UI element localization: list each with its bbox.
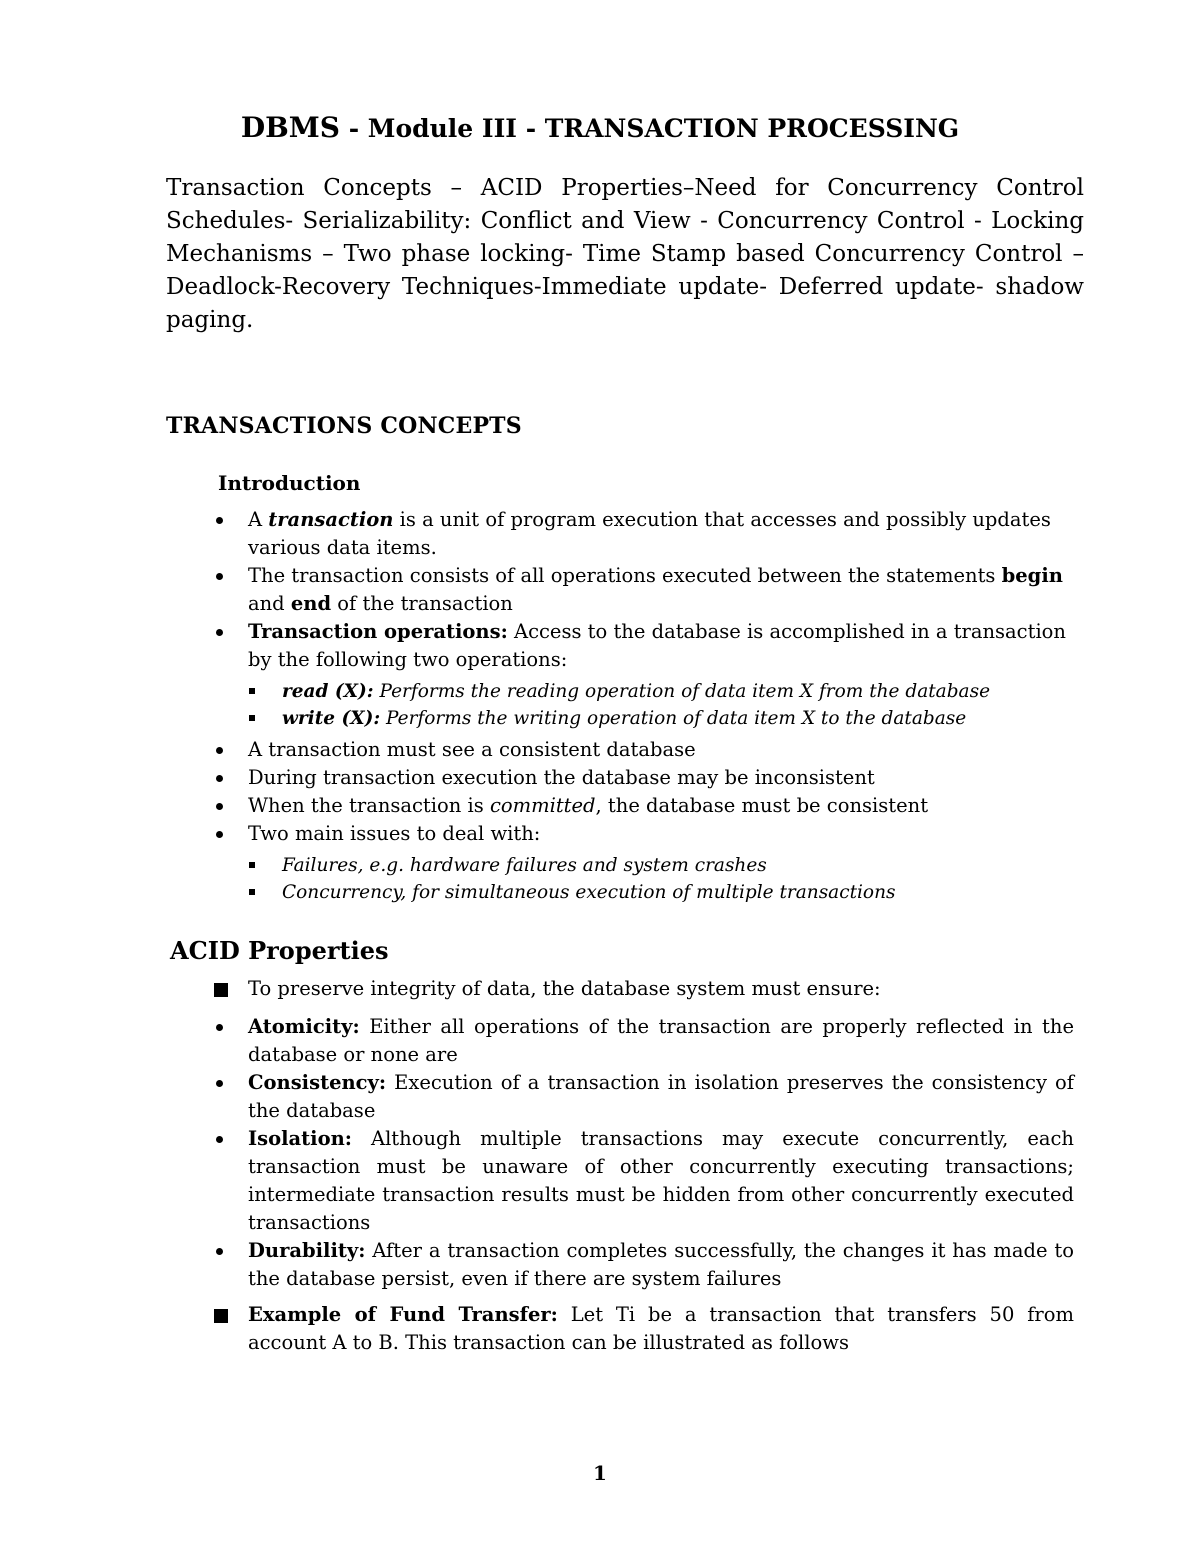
acid-list xyxy=(212,975,1074,1357)
introduction-list xyxy=(212,506,1092,910)
sublist-item: Failures, e.g. hardware failures and system crashes xyxy=(212,852,1092,879)
operations-sublist xyxy=(212,678,1092,732)
list-item: Isolation: Although multiple transactions may execute concurrently, each transaction must be unaware of other concurrently executing transactions; intermediate transaction results must be hidden from other concurrently executed transactions xyxy=(212,1125,1074,1237)
label-transaction-operations: Transaction operations: xyxy=(248,620,508,643)
sublist-container xyxy=(212,852,1092,906)
sublist-container xyxy=(212,678,1092,732)
list-item: Two main issues to deal with: xyxy=(212,820,1092,848)
page-number: 1 xyxy=(593,1461,607,1485)
issues-sublist xyxy=(212,852,1092,906)
subheading-introduction: Introduction xyxy=(218,471,361,495)
list-item: Atomicity: Either all operations of the transaction are properly reflected in the database or none are xyxy=(212,1013,1074,1069)
list-item: Durability: After a transaction completes successfully, the changes it has made to the database persist, even if there are system failures xyxy=(212,1237,1074,1293)
term-committed: committed xyxy=(489,794,596,817)
label-atomicity: Atomicity: xyxy=(248,1015,360,1038)
list-item: Consistency: Execution of a transaction in isolation preserves the consistency of the database xyxy=(212,1069,1074,1125)
list-item: When the transaction is committed, the database must be consistent xyxy=(212,792,1092,820)
keyword-end: end xyxy=(290,592,332,615)
sublist-item: read (X): Performs the reading operation of data item X from the database xyxy=(212,678,1092,705)
list-item: Example of Fund Transfer: Let Ti be a transaction that transfers 50 from account A to B. This transaction can be illustrated as follows xyxy=(212,1301,1074,1357)
title-dbms: DBMS xyxy=(240,111,341,144)
syllabus-paragraph: Transaction Concepts – ACID Properties–Need for Concurrency Control Schedules- Serializability: Conflict and View - Concurrency Control - Locking Mechanisms – Two phase locking- Time Stamp based Concurrency Control – Deadlock-Recovery Techniques-Immediate update- Deferred update- shadow paging. xyxy=(166,175,1084,333)
label-example-fund-transfer: Example of Fund Transfer: xyxy=(248,1303,558,1326)
list-item: The transaction consists of all operations executed between the statements begin and end of the transaction xyxy=(212,562,1092,618)
list-item: Transaction operations: Access to the database is accomplished in a transaction by the following two operations: xyxy=(212,618,1092,674)
title-module: - Module III - TRANSACTION PROCESSING xyxy=(340,114,960,143)
section-heading-acid-properties: ACID Properties xyxy=(170,936,389,965)
label-isolation: Isolation: xyxy=(248,1127,352,1150)
sublist-item: write (X): Performs the writing operation of data item X to the database xyxy=(212,705,1092,732)
label-durability: Durability: xyxy=(248,1239,366,1262)
list-item: A transaction must see a consistent database xyxy=(212,736,1092,764)
keyword-begin: begin xyxy=(1001,564,1063,587)
section-heading-transactions-concepts: TRANSACTIONS CONCEPTS xyxy=(166,413,522,439)
list-item: To preserve integrity of data, the database system must ensure: xyxy=(212,975,1074,1003)
term-transaction: transaction xyxy=(268,508,394,531)
list-item: During transaction execution the database may be inconsistent xyxy=(212,764,1092,792)
sublist-item: Concurrency, for simultaneous execution of multiple transactions xyxy=(212,879,1092,906)
list-item: A transaction is a unit of program execution that accesses and possibly updates various data items. xyxy=(212,506,1092,562)
page-title xyxy=(0,108,1200,149)
label-consistency: Consistency: xyxy=(248,1071,387,1094)
